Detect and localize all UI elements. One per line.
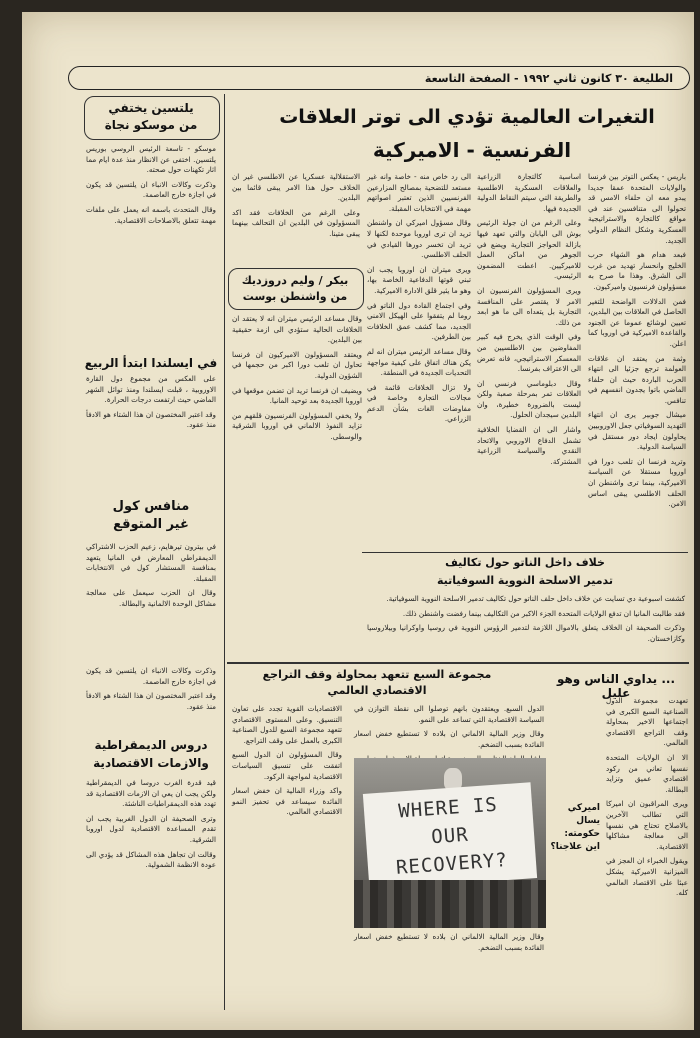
paragraph: ويرى ميتران ان اوروبا يجب ان تبني قوتها الدفاعية الخاصة بها، وهو ما يثير قلق الادارة الاميركية. — [367, 264, 471, 295]
paragraph: الا ان الولايات المتحدة نفسها تعاني من ركود اقتصادي عميق وتزايد البطالة. — [606, 752, 688, 794]
iceland-text — [86, 374, 216, 492]
paragraph: وعلى الرغم من ان جولة الرئيس بوش الى اليابان والتي تعهد فيها بازالة الحواجز التجارية ويضع في الجوهر من اماكن العمل للاميركيين. اعطت المضمون الرئيسي. — [477, 218, 581, 281]
g7-col-a — [232, 704, 342, 1004]
kohl-text — [86, 542, 216, 662]
paragraph: اساسية كالتجارة الزراعية والعلاقات العسكرية الاطلسية والطريقة التي سيتم النقاط الدولية الجديدة فيها. — [477, 172, 581, 213]
paragraph: وذكرت الصحيفة ان الخلاف يتعلق بالاموال اللازمة لتدمير الرؤوس النووية في روسيا واوكرانيا وبيلاروسيا وكازاخستان. — [367, 623, 685, 643]
nato-subtitle: تدمير الاسلحة النووية السوفياتية — [436, 574, 614, 587]
paragraph: ولا يخفي المسؤولون الفرنسيون قلقهم من تزايد النفوذ الالماني في اوروبا الشرقية والوسطى. — [232, 410, 362, 441]
paragraph: وذكرت وكالات الانباء ان يلتسين قد يكون في اجازة خارج العاصمة. — [86, 179, 216, 200]
paragraph: وقال مساعد الرئيس ميتران انه لم يكن هناك اتفاق على كيفية مواجهة التحديات الجديدة في المنطقة. — [367, 346, 471, 378]
yeltsin-title-2: من موسكو نجاة — [104, 118, 198, 132]
section-divider — [227, 662, 689, 664]
paragraph: وفي اجتماع القادة دول الناتو في روما لم يتفقوا على الهيكل الامني الجديد، مما كشف عمق الخلافات بين الطرفين. — [367, 300, 471, 342]
paragraph: الى رد خاص منه - خاصة وانه غير مستعد للتضحية بمصالح المزارعين الفرنسيين الذين تعتبر اصواتهم مهمة في الانتخابات المقبلة. — [367, 172, 471, 213]
democracy-title-2: والازمات الاقتصادية — [93, 756, 209, 770]
main-article-col-2 — [477, 172, 581, 547]
paragraph: وترى الصحيفة ان الدول الغربية يجب ان تقدم المساعدة الاقتصادية لدول اوروبا الشرقية. — [86, 813, 216, 844]
democracy-title-1: دروس الديمقراطية — [94, 738, 208, 752]
main-article-col-4 — [232, 172, 360, 262]
paragraph: ويرى المسؤولون الفرنسيون ان الامر لا يقتصر على المنافسة التجارية بل يتعداه الى ما هو ابعد من ذلك. — [477, 285, 581, 327]
paragraph: وثمة من يعتقد ان علاقات العولمة ترجع جزئيا الى انتهاء الحرب الباردة حيث ان حلفاء الماضي باتوا يجدون انفسهم في تنافس. — [588, 353, 686, 405]
paragraph: وعلى الرغم من الخلافات فقد اكد المسؤولون في البلدين ان التحالف بينهما يبقى متينا. — [232, 207, 360, 238]
paragraph: ويعتقد المسؤولون الاميركيون ان فرنسا تحاول ان تلعب دورا اكبر من حجمها في الشؤون الدولية. — [232, 349, 362, 380]
sign-line: RECOVERY? — [395, 849, 509, 879]
paragraph: وقال وزير المالية الالماني ان بلاده لا تستطيع خفض اسعار الفائدة بسبب التضخم. — [354, 729, 544, 749]
nato-text — [367, 594, 685, 660]
paragraph: الاستقلالية عسكريا عن الاطلسي غير ان الخلاف حول هذا الامر يبقى قائما بين البلدين. — [232, 172, 360, 203]
protest-photo — [354, 758, 546, 928]
sidebar-rule — [224, 94, 225, 1010]
paragraph: واشار الى ان القضايا الخلافية تشمل الدفاع الاوروبي والاتحاد النقدي والسياسة الزراعية المشتركة. — [477, 425, 581, 466]
healer-title: ... يداوي الناس وهو عليل — [556, 672, 676, 700]
paragraph: باريس - يعكس التوتر بين فرنسا والولايات المتحدة عمقا جديدا يبدو معه ان حلفاء الامس قد تحولوا الى متنافسين عند في مواقع كالتجارة والاستراتيجية العسكرية وشكل النظام الدولي الجديد. — [588, 172, 686, 245]
paragraph: وقال ان الحزب سيعمل على معالجة مشاكل الوحدة الالمانية والبطالة. — [86, 588, 216, 608]
yeltsin-title-1: يلتسين يختفي — [108, 101, 194, 115]
democracy-text — [86, 778, 216, 1004]
paragraph: كشفت اسبوعية دي تسايت عن خلاف داخل حلف الناتو حول تكاليف تدمير الاسلحة النووية السوفياتية. — [386, 594, 685, 603]
kohl-title-1: منافس كول — [112, 499, 190, 514]
yeltsin-text — [86, 144, 216, 350]
sign-line: OUR — [430, 823, 470, 849]
paragraph: ولا تزال الخلافات قائمة في مجالات التجارة وخاصة في مفاوضات الغات بشأن الدعم الزراعي. — [367, 382, 471, 424]
sidebar-filler-text — [86, 666, 216, 732]
paragraph: وقال المسؤولون ان الدول السبع اتفقت على تنسيق السياسات الاقتصادية لمواجهة الركود. — [232, 750, 342, 781]
iceland-title: في ايسلندا ابتدأ الربيع — [84, 356, 218, 370]
paragraph: وقال مسؤول اميركي ان واشنطن تريد ان ترى اوروبا موحدة لكنها لا تريد ان تخسر دورها القيادي في الحلف الاطلسي. — [367, 218, 471, 260]
healer-text — [606, 696, 688, 1016]
paragraph: الدول السبع. ويعتقدون بانهم توصلوا الى نقطة التوازن في السياسة الاقتصادية التي تساعد على النمو. — [354, 704, 544, 724]
paragraph: ويقول الخبراء ان العجز في الميزانية الاميركية يشكل عبئا على الاقتصاد العالمي كله. — [606, 856, 688, 898]
interview-title-2: من واشنطن بوست — [242, 290, 348, 303]
paragraph: وقال المتحدث باسمه انه يعمل على ملفات مهمة تتعلق بالاصلاحات الاقتصادية. — [86, 204, 216, 225]
paragraph: ويضيف ان فرنسا تريد ان تضمن موقعها في اوروبا الجديدة بعد توحيد المانيا. — [232, 385, 362, 406]
paragraph: موسكو - تاسعة الرئيس الروسي بوريس يلتسين. اختفى عن الانظار منذ عدة ايام مما اثار تكهنات حول صحته. — [86, 144, 216, 175]
crowd — [354, 880, 546, 928]
kohl-title-2: غير المتوقع — [113, 517, 189, 532]
paragraph: قيد قدرة الغرب دروسا في الديمقراطية ولكن يجب ان يعي ان الازمات الاقتصادية قد تهدد هذه الديمقراطيات الناشئة. — [86, 778, 216, 809]
paragraph: فبعد هدام هو الشهاء حرب الخليج وانحسار تهديد من غرب الى الشرق. وهذا ما صرح به مسؤولون فرنسيون واميركيون. — [588, 250, 686, 291]
paragraph: وذكرت وكالات الانباء ان يلتسين قد يكون في اجازة خارج العاصمة. — [86, 666, 216, 686]
g7-title-2: الاقتصادي العالمي — [327, 684, 427, 697]
paragraph: الاقتصاديات القوية تجدد على تعاون التنسيق. وعلى المستوى الاقتصادي تتعهد مجموعة السبع للدول الصناعية الكبرى بالعمل على وقف التراجع. — [232, 704, 342, 745]
paragraph: ويرى المراقبون ان اميركا التي تطالب الآخرين بالاصلاح تحتاج هي نفسها الى معالجة مشاكلها الاقتصادية. — [606, 799, 688, 851]
nato-title: خلاف داخل الناتو حول تكاليف — [445, 556, 605, 569]
paragraph: في بيترون تيرهايم، زعيم الحزب الاشتراكي الديمقراطي المعارض في المانيا يتعهد بمنافسة المستشار كول في الانتخابات المقبلة. — [86, 542, 216, 583]
paragraph: فمن الدلالات الواضحة للتغير الحاصل في العلاقات بين البلدين، تعيين لوشائع عموما عن الجنود والقاعدة الاميركية في اوروبا كما اعلن. — [588, 296, 686, 348]
paragraph: وقالت ان تجاهل هذه المشاكل قد يؤدي الى عودة الانظمة الشمولية. — [86, 849, 216, 870]
page-header-bar — [68, 66, 690, 90]
paragraph: وقال دبلوماسي فرنسي ان العلاقات تمر بمرحلة صعبة ولكن ليست بالضرورة خطيرة، وان البلدين سيجدان الحلول. — [477, 378, 581, 420]
g7-col-c — [354, 932, 544, 1012]
paragraph: تعهدت مجموعة الدول الصناعية السبع الكبرى في اجتماعها الاخير بمحاولة وقف التراجع الاقتصادي العالمي. — [606, 696, 688, 748]
paragraph: وقال وزير المالية الالماني ان بلاده لا تستطيع خفض اسعار الفائدة بسبب التضخم. — [354, 932, 544, 952]
paragraph: واكد وزراء المالية ان خفض اسعار الفائدة سيساعد في تحفيز النمو الاقتصادي العالمي. — [232, 786, 342, 817]
newspaper-page — [22, 12, 694, 1030]
g7-col-b — [354, 704, 544, 754]
sign-line: WHERE IS — [397, 793, 499, 823]
g7-title-1: مجموعة السبع تتعهد بمحاولة وقف التراجع — [262, 668, 492, 681]
paragraph: على العكس من مجموع دول القارة الاوروبية ، قبلت ايسلندا ومنذ توائل الشهر الماضي حيث ارتفعت درجات الحرارة. — [86, 374, 216, 405]
page-header-text: الطليعة ٣٠ كانون ثاني ١٩٩٢ - الصفحة التاسعة — [424, 71, 673, 85]
nato-top-rule — [362, 552, 688, 553]
interview-text — [232, 314, 362, 548]
paragraph: وقال مساعد الرئيس ميتران انه لا يعتقد ان الخلافات الحالية ستؤدي الى ازمة حقيقية بين البلدين. — [232, 314, 362, 345]
paragraph: فقد طالبت المانيا ان تدفع الولايات المتحدة الجزء الاكبر من التكاليف بينما رفضت واشنطن ذلك. — [402, 608, 685, 618]
paragraph: وقد اعتبر المختصون ان هذا الشتاء هو الادفأ منذ عقود. — [86, 691, 216, 711]
paragraph: ميشال جوبير يرى ان انتهاء التهديد السوفياتي جعل الاوروبيين يحاولون ايجاد دور مستقل في السياسة الدولية. — [588, 410, 686, 452]
paragraph: وفي الوقت الذي يخرج فيه كبير المفاوضين بين الاطلسيين من المعسكر الاستراتيجي، فانه تعرض الى الاعتراف بفرنسا. — [477, 332, 581, 374]
interview-title-1: بيكر / وليم دروزديك — [241, 274, 349, 287]
protest-sign — [363, 782, 537, 889]
main-headline-line-1: التغيرات العالمية تؤدي الى توتر العلاقات — [279, 106, 655, 128]
main-article-col-1 — [588, 172, 686, 562]
paragraph: وتريد فرنسا ان تلعب دورا في اوروبا مستقلا عن السياسة الاميركية، بينما ترى واشنطن ان الحلف الاطلسي يبقى اساس الامن. — [588, 456, 686, 509]
main-headline-line-2: الفرنسية - الاميركية — [372, 138, 572, 162]
photo-caption: اميركي يسال حكومته: اين علاجنا؟ — [550, 803, 600, 852]
paragraph: وقد اعتبر المختصون ان هذا الشتاء هو الادفأ منذ عقود. — [86, 409, 216, 430]
main-article-col-3 — [367, 172, 471, 547]
